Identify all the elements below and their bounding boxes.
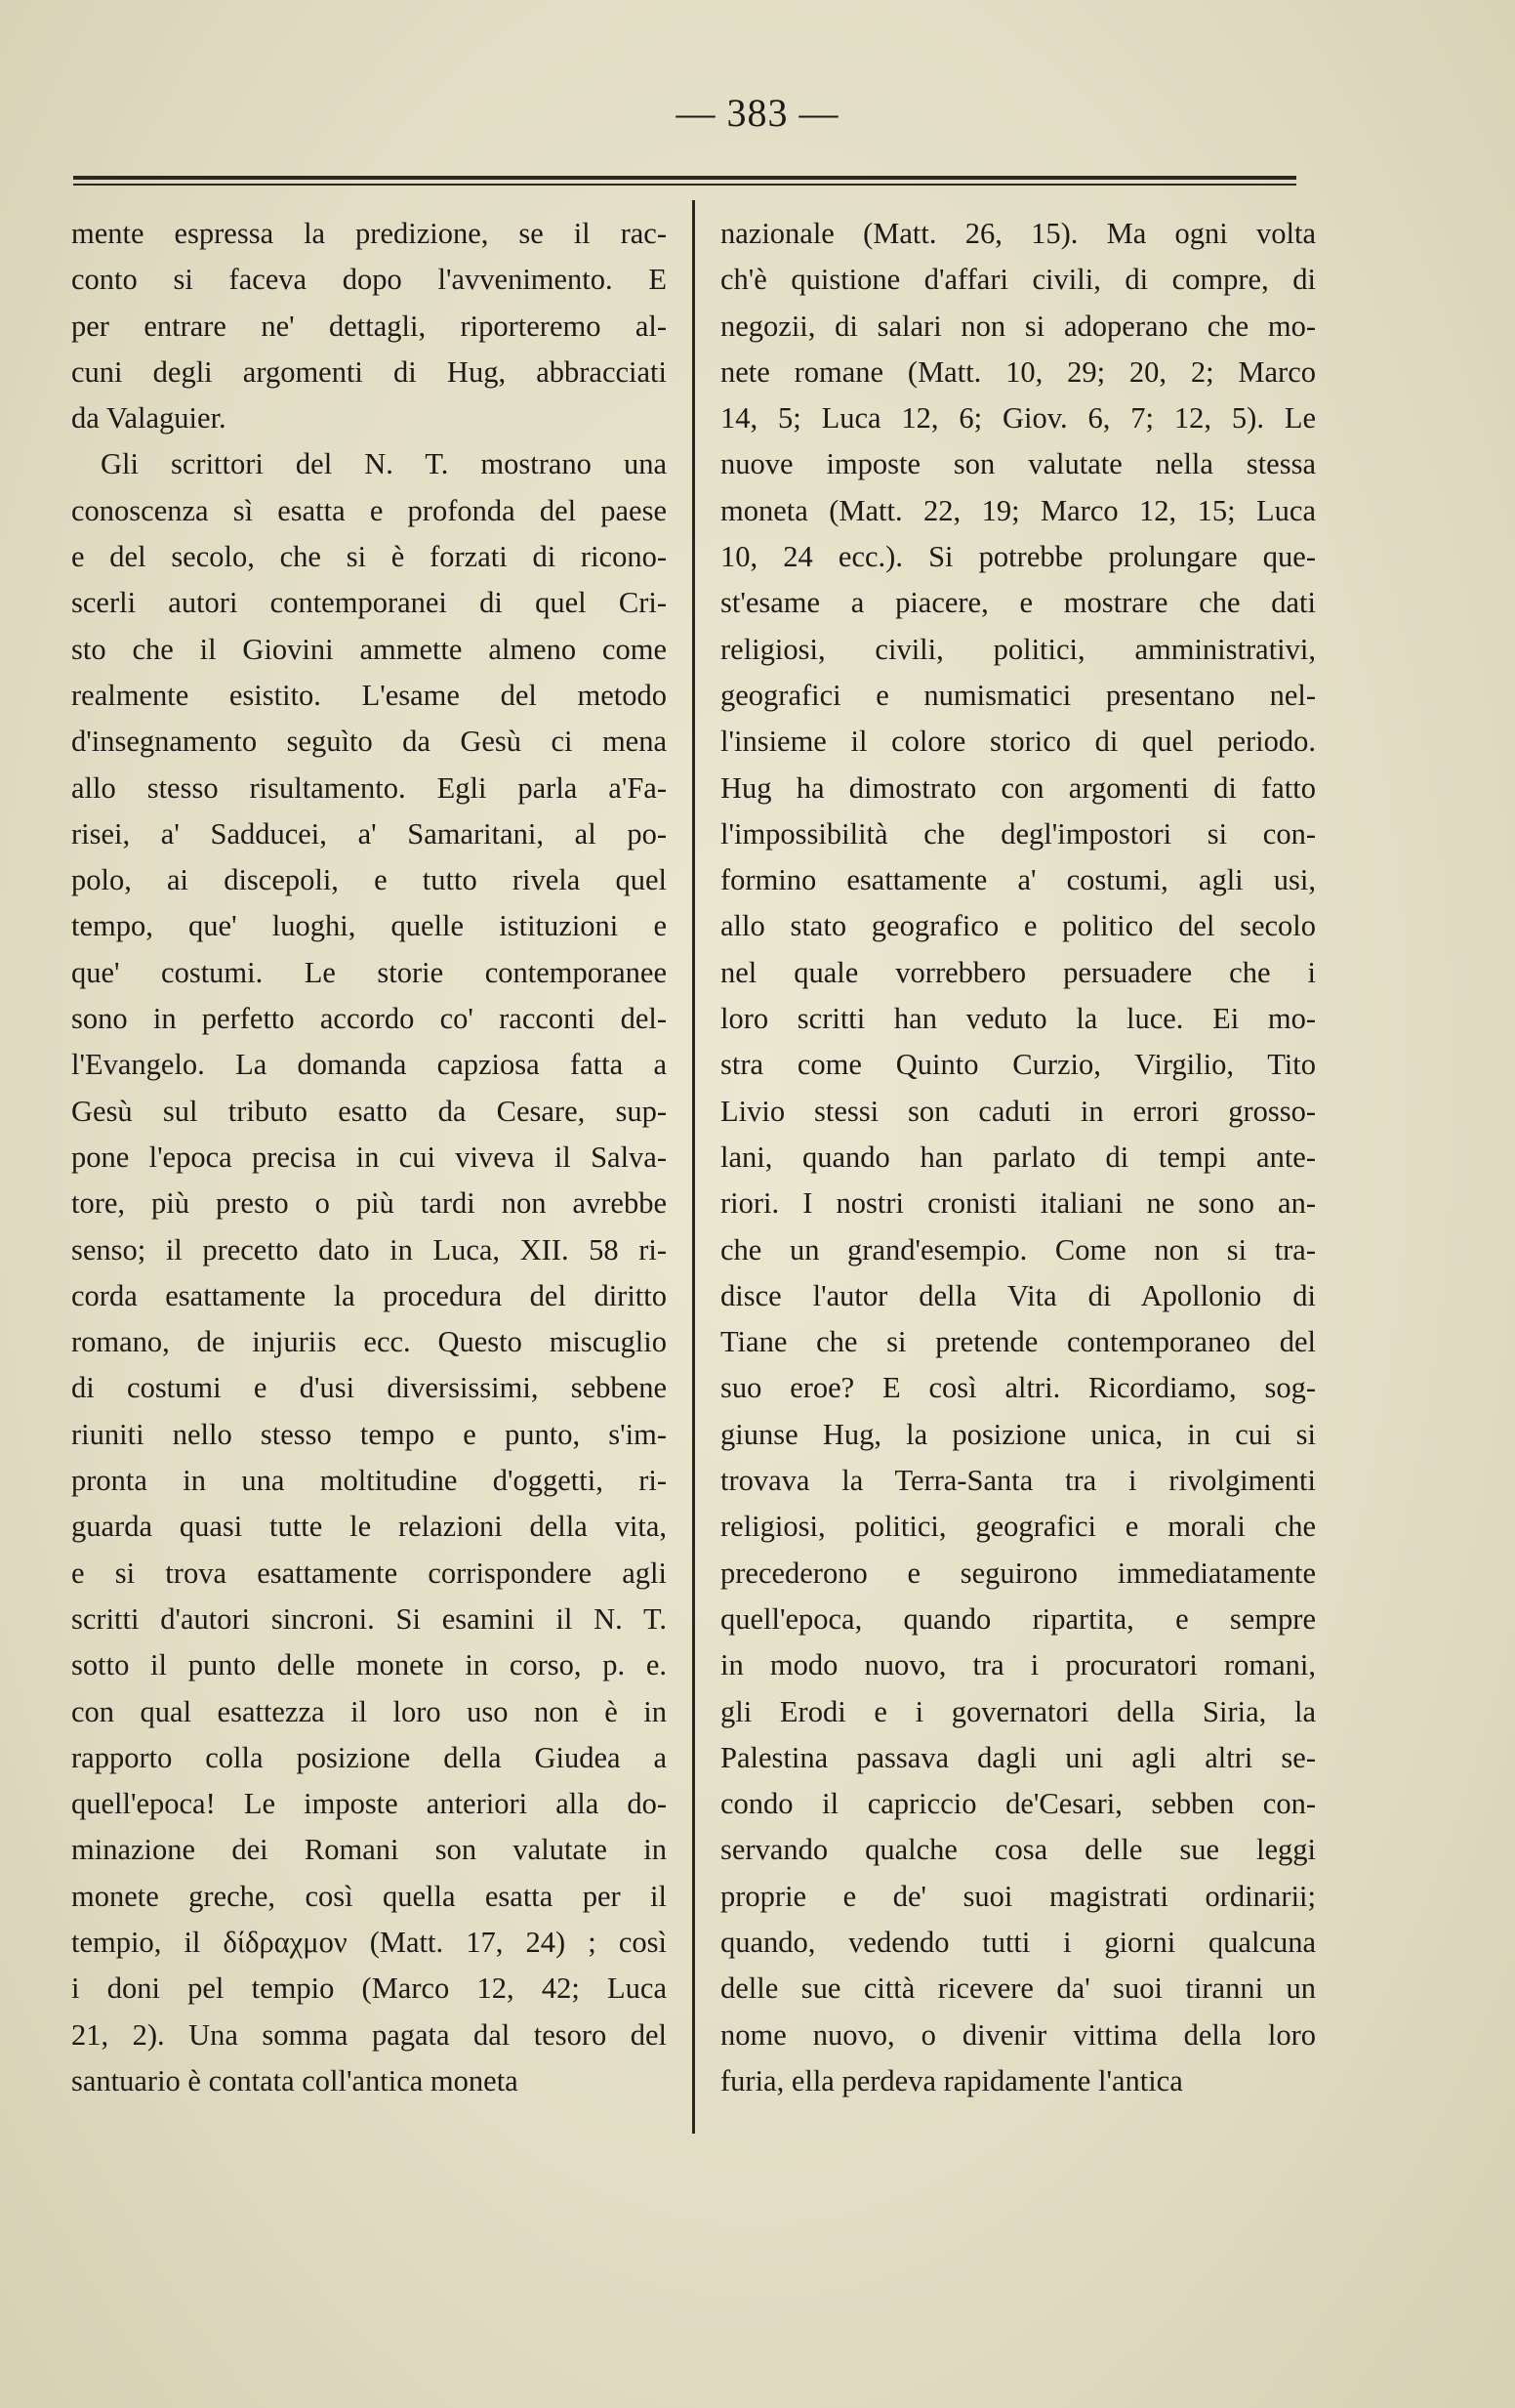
right-column-line: riori. I nostri cronisti italiani ne sono an-	[720, 1186, 1316, 1221]
right-column-line: nel quale vorrebbero persuadere che i	[720, 955, 1316, 989]
left-column-line: senso; il precetto dato in Luca, XII. 58 ri-	[71, 1232, 667, 1266]
right-column-line: nuove imposte son valutate nella stessa	[720, 447, 1316, 481]
left-column-line: riuniti nello stesso tempo e punto, s'im-	[71, 1417, 667, 1451]
left-column-line: 21, 2). Una somma pagata dal tesoro del	[71, 2017, 667, 2052]
left-column-line: pone l'epoca precisa in cui viveva il Salva-	[71, 1140, 667, 1174]
left-column-line: allo stesso risultamento. Egli parla a'Fa-	[71, 770, 667, 805]
right-column-line: moneta (Matt. 22, 19; Marco 12, 15; Luca	[720, 493, 1316, 527]
left-column-line: risei, a' Sadducei, a' Samaritani, al po-	[71, 816, 667, 851]
right-column-line: precederono e seguirono immediatamente	[720, 1556, 1316, 1590]
right-column-line: quando, vedendo tutti i giorni qualcuna	[720, 1925, 1316, 1959]
left-column-line: santuario è contata coll'antica moneta	[71, 2063, 518, 2097]
right-column-line: formino esattamente a' costumi, agli usi,	[720, 863, 1316, 897]
left-column-line: di costumi e d'usi diversissimi, sebbene	[71, 1371, 667, 1405]
left-column-line: scerli autori contemporanei di quel Cri-	[71, 586, 667, 620]
header-rule	[73, 176, 1296, 187]
left-column-line: sono in perfetto accordo co' racconti del-	[71, 1002, 667, 1036]
right-column-line: servando qualche cosa delle sue leggi	[720, 1833, 1316, 1867]
left-column-line: realmente esistito. L'esame del metodo	[71, 678, 667, 712]
page-number: — 383 —	[676, 91, 839, 135]
right-column-line: l'insieme il colore storico di quel periodo.	[720, 725, 1316, 759]
left-column-line: monete greche, così quella esatta per il	[71, 1879, 667, 1913]
right-column-line: giunse Hug, la posizione unica, in cui si	[720, 1417, 1316, 1451]
left-column-line: quell'epoca! Le imposte anteriori alla do-	[71, 1787, 667, 1821]
right-column-line: nome nuovo, o divenir vittima della loro	[720, 2017, 1316, 2052]
right-column-line: in modo nuovo, tra i procuratori romani,	[720, 1648, 1316, 1682]
right-column-line: gli Erodi e i governatori della Siria, la	[720, 1694, 1316, 1728]
right-column-line: che un grand'esempio. Come non si tra-	[720, 1232, 1316, 1266]
right-column-line: loro scritti han veduto la luce. Ei mo-	[720, 1002, 1316, 1036]
right-column-line: 14, 5; Luca 12, 6; Giov. 6, 7; 12, 5). Le	[720, 401, 1316, 436]
left-column-line: corda esattamente la procedura del diritto	[71, 1278, 667, 1312]
header-rule-thick	[73, 176, 1296, 180]
left-column-line: conto si faceva dopo l'avvenimento. E	[71, 263, 667, 297]
right-column-line: Hug ha dimostrato con argomenti di fatto	[720, 770, 1316, 805]
left-column-line: l'Evangelo. La domanda capziosa fatta a	[71, 1048, 667, 1082]
right-column-line: ch'è quistione d'affari civili, di compre, di	[720, 263, 1316, 297]
left-column-line: e si trova esattamente corrispondere agli	[71, 1556, 667, 1590]
left-column-line: guarda quasi tutte le relazioni della vita,	[71, 1510, 667, 1544]
left-column-line: e del secolo, che si è forzati di ricono-	[71, 540, 667, 574]
right-column	[720, 211, 1316, 2104]
right-column-line: proprie e de' suoi magistrati ordinarii;	[720, 1879, 1316, 1913]
right-column-line: trovava la Terra-Santa tra i rivolgimenti	[720, 1464, 1316, 1498]
right-column-line: nazionale (Matt. 26, 15). Ma ogni volta	[720, 217, 1316, 250]
left-column-line: sotto il punto delle monete in corso, p. e.	[71, 1648, 667, 1682]
left-column-line: Gli scrittori del N. T. mostrano una	[101, 447, 667, 481]
right-column-line: Palestina passava dagli uni agli altri se-	[720, 1740, 1316, 1774]
left-column-line: mente espressa la predizione, se il rac-	[71, 217, 667, 250]
left-column-line: d'insegnamento seguìto da Gesù ci mena	[71, 725, 667, 759]
left-column-line: con qual esattezza il loro uso non è in	[71, 1694, 667, 1728]
left-column-line: romano, de injuriis ecc. Questo miscuglio	[71, 1325, 667, 1359]
right-column-line: stra come Quinto Curzio, Virgilio, Tito	[720, 1048, 1316, 1082]
left-column-line: da Valaguier.	[71, 401, 226, 436]
left-column-line: conoscenza sì esatta e profonda del paese	[71, 493, 667, 527]
right-column-line: disce l'autor della Vita di Apollonio di	[720, 1278, 1316, 1312]
right-column-line: delle sue città ricevere da' suoi tiranni un	[720, 1972, 1316, 2006]
left-column	[71, 211, 667, 2104]
left-column-line: que' costumi. Le storie contemporanee	[71, 955, 667, 989]
right-column-line: quell'epoca, quando ripartita, e sempre	[720, 1601, 1316, 1636]
left-column-line: Gesù sul tributo esatto da Cesare, sup-	[71, 1094, 667, 1128]
right-column-line: 10, 24 ecc.). Si potrebbe prolungare que-	[720, 540, 1316, 574]
left-column-line: rapporto colla posizione della Giudea a	[71, 1740, 667, 1774]
right-column-line: lani, quando han parlato di tempi ante-	[720, 1140, 1316, 1174]
right-column-line: religiosi, civili, politici, amministrativi,	[720, 632, 1316, 666]
right-column-line: st'esame a piacere, e mostrare che dati	[720, 586, 1316, 620]
right-column-line: condo il capriccio de'Cesari, sebben con-	[720, 1787, 1316, 1821]
left-column-line: tempo, que' luoghi, quelle istituzioni e	[71, 909, 667, 943]
left-column-line: i doni pel tempio (Marco 12, 42; Luca	[71, 1972, 667, 2006]
left-column-line: polo, ai discepoli, e tutto rivela quel	[71, 863, 667, 897]
right-column-line: religiosi, politici, geografici e morali che	[720, 1510, 1316, 1544]
right-column-line: nete romane (Matt. 10, 29; 20, 2; Marco	[720, 354, 1316, 389]
right-column-line: geografici e numismatici presentano nel-	[720, 678, 1316, 712]
right-column-line: suo eroe? E così altri. Ricordiamo, sog-	[720, 1371, 1316, 1405]
left-column-line: pronta in una moltitudine d'oggetti, ri-	[71, 1464, 667, 1498]
right-column-line: allo stato geografico e politico del secolo	[720, 909, 1316, 943]
right-column-line: Livio stessi son caduti in errori grosso-	[720, 1094, 1316, 1128]
column-divider	[692, 200, 695, 2134]
left-column-line: minazione dei Romani son valutate in	[71, 1833, 667, 1867]
left-column-line: cuni degli argomenti di Hug, abbracciati	[71, 354, 667, 389]
left-column-line: tore, più presto o più tardi non avrebbe	[71, 1186, 667, 1221]
header-rule-thin	[73, 184, 1296, 186]
left-column-line: sto che il Giovini ammette almeno come	[71, 632, 667, 666]
left-column-line: scritti d'autori sincroni. Si esamini il N. T.	[71, 1601, 667, 1636]
right-column-line: Tiane che si pretende contemporaneo del	[720, 1325, 1316, 1359]
right-column-line: furia, ella perdeva rapidamente l'antica	[720, 2063, 1183, 2097]
left-column-line: per entrare ne' dettagli, riporteremo al-	[71, 309, 667, 343]
right-column-line: negozii, di salari non si adoperano che mo-	[720, 309, 1316, 343]
right-column-line: l'impossibilità che degl'impostori si con-	[720, 816, 1316, 851]
left-column-line: tempio, il δίδραχμον (Matt. 17, 24) ; così	[71, 1925, 667, 1959]
